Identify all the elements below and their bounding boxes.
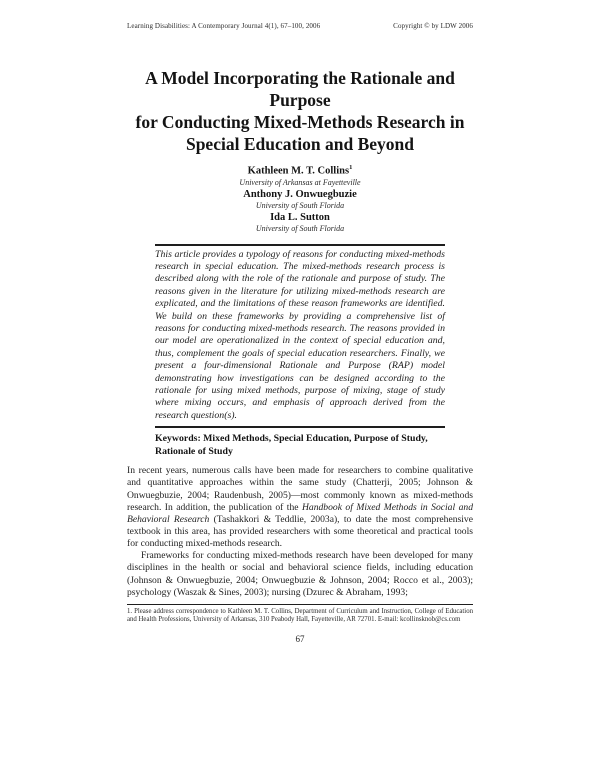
article-title-line-2: for Conducting Mixed-Methods Research in	[135, 112, 465, 132]
author-entry	[127, 162, 473, 189]
author-name	[127, 162, 473, 178]
author-affiliation: University of South Florida	[255, 224, 345, 233]
page-number: 67	[295, 633, 305, 644]
author-name: Anthony J. Onwuegbuzie	[243, 188, 357, 200]
journal-citation: Learning Disabilities: A Contemporary Journal 4(1), 67–100, 2006	[127, 22, 321, 30]
article-title	[127, 67, 473, 155]
page-content	[127, 0, 473, 644]
book-title-italic: Handbook of Mixed Methods in Social and Behavioral Research	[127, 501, 473, 525]
article-title-line-3: Special Education and Beyond	[185, 134, 415, 154]
keywords-line: Keywords: Mixed Methods, Special Education, Purpose of Study, Rationale of Study	[155, 433, 428, 458]
article-body	[127, 465, 473, 599]
body-paragraph-2: Frameworks for conducting mixed-methods research have been developed for many disciplines in the health or social and behavioral science fields, including education (Johnson & Onwuegbuzie, 2004; Onwuegbuzie & Johnson, 2004; Rocco et al., 2003); psychology (Waszak & Sines, 2003); nursing (Dzurec & Abraham, 1993;	[127, 550, 473, 598]
correspondence-footnote: 1. Please address correspondence to Kathleen M. T. Collins, Department of Curriculum and Instruction, College of Education and Health Professions, University of Arkansas, 310 Peabody Hall, Fayetteville, AR 72701. E-mail: kcollinsknob@cs.com	[127, 604, 473, 625]
author-affiliation: University of South Florida	[255, 201, 345, 210]
body-p1-text-a: In recent years, numerous calls have been made for researchers to combine qualitative and quantitative approaches within the same study (Chatterji, 2005; Johnson & Onwuegbuzie, 2004; Raudenbush, 2005)—most commonly known as mixed-methods research. In addition, the publication of the	[127, 465, 473, 513]
author-entry	[127, 212, 473, 235]
running-head	[127, 22, 473, 30]
author-block	[127, 162, 473, 235]
body-paragraph-1	[127, 465, 473, 550]
body-p1-text-b: (Tashakkori & Teddlie, 2003a), to date the most comprehensive textbook in this area, has provided researchers with some theoretical and practical tools for conducting mixed-methods research.	[127, 513, 473, 550]
copyright-notice: Copyright © by LDW 2006	[393, 22, 473, 30]
author-affiliation: University of Arkansas at Fayetteville	[239, 178, 361, 187]
author-name: Ida L. Sutton	[270, 211, 330, 223]
author-footnote-marker: 1	[349, 164, 353, 171]
abstract: This article provides a typology of reasons for conducting mixed-methods research in special education. The mixed-methods research process is described along with the role of the rationale and purpose of study. The reasons given in the literature for utilizing mixed-methods research are explicated, and the limitations of these reason frameworks are identified. We build on these frameworks by providing a comprehensive list of reasons for conducting mixed-methods research. The reasons provided in our model are operationalized in the context of special education and, thus, complement the goals of special education researchers. Finally, we present a four-dimensional Rationale and Purpose (RAP) model demonstrating how investigations can be designed according to the rationale for using mixed methods, purpose of mixing, stage of study where mixing occurs, and emphasis of approach derived from the research question(s).	[155, 244, 445, 429]
author-entry	[127, 189, 473, 212]
author-name-text: Kathleen M. T. Collins	[247, 165, 350, 177]
article-title-line-1: A Model Incorporating the Rationale and Purpose	[145, 68, 455, 110]
